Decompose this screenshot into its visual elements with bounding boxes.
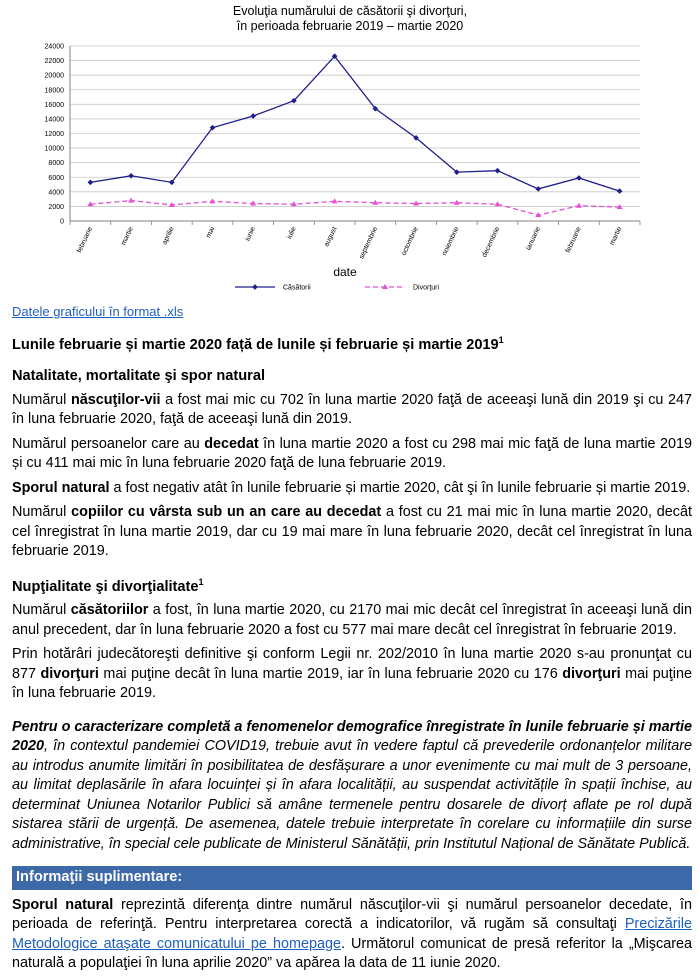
paragraph-casatorii xyxy=(12,601,692,640)
line-chart xyxy=(0,0,700,300)
x-tick-label: septembrie xyxy=(358,225,380,261)
x-axis-label: date xyxy=(333,265,357,279)
bold-term: decedat xyxy=(204,435,259,452)
paragraph-copii xyxy=(12,503,692,562)
y-tick-label: 6000 xyxy=(48,174,64,182)
series-line-0 xyxy=(90,56,619,191)
y-tick-label: 8000 xyxy=(48,160,64,168)
data-point xyxy=(88,180,94,186)
data-point xyxy=(495,201,501,206)
bold-term: copiilor cu vârsta sub un an care au decedat xyxy=(71,504,382,520)
legend-label-divorturi: Divorţuri xyxy=(413,284,440,292)
data-point xyxy=(535,186,541,192)
heading-text: Nupţialitate şi divorţialitate xyxy=(12,578,199,595)
data-point xyxy=(128,173,134,179)
paragraph-divorturi xyxy=(12,645,692,704)
bold-term: divorţuri xyxy=(40,665,99,682)
text: a fost negativ atât în lunile februarie și martie 2020, cât şi în lunile februarie și martie 2019. xyxy=(109,479,691,496)
covid-note xyxy=(12,718,692,855)
text: Numărul xyxy=(12,391,71,408)
y-tick-label: 22000 xyxy=(44,58,64,66)
text: Prin hotărâri judecătoreşti definitive şi conform Legii nr. 202/2010 în luna martie 2020 s-au pronunţat cu 877 xyxy=(12,646,692,682)
section-footnote-mark: 1 xyxy=(498,334,504,345)
natalitate-heading: Natalitate, mortalitate şi spor natural xyxy=(12,368,266,384)
x-tick-label: aprilie xyxy=(161,225,176,246)
y-tick-label: 2000 xyxy=(48,203,64,211)
x-tick-label: august xyxy=(323,225,339,248)
x-tick-label: februarie xyxy=(76,225,95,254)
info-header: Informaţii suplimentare: xyxy=(12,866,692,890)
x-tick-label: iunie xyxy=(244,225,258,243)
x-tick-label: octombrie xyxy=(400,225,420,257)
xls-download-link[interactable]: Datele graficului în format .xls xyxy=(12,304,184,319)
series-line-1 xyxy=(90,201,619,216)
text: mai puţine în luna februarie 2019. xyxy=(12,665,692,701)
x-tick-label: decembrie xyxy=(481,225,502,259)
text: Numărul persoanelor care au xyxy=(12,435,205,452)
text: a fost, în luna martie 2020, cu 2170 mai mic decât cel înregistrat în aceeaşi lună din anul precedent, dar în luna februarie 2020 a fost cu 577 mai mare decât cel înregistrat în februarie 2019. xyxy=(12,602,692,638)
y-tick-label: 18000 xyxy=(44,87,64,95)
note-bold: Pentru o caracterizare completă a fenomenelor demografice înregistrate în lunile februarie și martie 2020 xyxy=(12,718,692,754)
chart-subtitle: în perioada februarie 2019 – martie 2020 xyxy=(236,19,464,33)
bold-term: născuţilor-vii xyxy=(70,391,161,408)
bold-term: Sporul natural xyxy=(12,479,110,496)
text: Numărul xyxy=(12,602,71,618)
chart-container xyxy=(0,0,700,300)
data-point xyxy=(250,113,256,119)
text: reprezintă diferenţa dintre numărul născuţilor-vii şi numărul persoanelor decedate, în perioada de referinţă. Pentru interpretarea corectă a indicatorilor, vă rugăm să consultaţi xyxy=(12,896,692,932)
footnote-mark: 1 xyxy=(198,576,204,587)
note-text: , în contextul pandemiei COVID19, trebuie avut în vedere faptul că prevederile ordonanțelor militare au introdus anumite limitări în posibilitatea de desfășurare a unor evenimente cu mai mult de 3 persoane, au limitat deplasările în afara locuinței și în afara localității, au suspendat activitățile în spații închise, au determinat Uniunea Notarilor Publici să amâne termenele pentru dosarele de divorț aflate pe rol după sistarea stării de urgență. De asemenea, datele trebuie interpretate în corelare cu informațiile din surse administrative, în special cele publicate de Ministerul Sănătății, prin Institutul Național de Sănătate Publică. xyxy=(12,738,692,852)
section-title xyxy=(12,336,692,356)
content xyxy=(12,300,692,979)
y-tick-label: 20000 xyxy=(44,72,64,80)
bold-term: căsătoriilor xyxy=(70,602,149,618)
paragraph-nascuti xyxy=(12,391,692,430)
y-tick-label: 24000 xyxy=(44,43,64,51)
text: . Următorul comunicat de presă referitor la „Mişcarea naturală a populaţiei în luna aprilie 2020” va apărea la data de 11 iunie 2020. xyxy=(12,935,692,971)
data-point xyxy=(495,168,501,174)
y-tick-label: 10000 xyxy=(44,145,64,153)
y-tick-label: 0 xyxy=(60,218,64,226)
bold-term: divorţuri xyxy=(562,665,621,682)
data-point xyxy=(576,203,582,208)
x-tick-label: iulie xyxy=(286,225,298,241)
x-tick-label: februarie xyxy=(564,225,583,254)
bold-term: Sporul natural xyxy=(12,896,114,913)
text: mai puţine decât în luna martie 2019, iar în luna februarie 2020 cu 176 xyxy=(98,665,563,682)
legend-label-casatorii: Căsătorii xyxy=(283,284,311,292)
x-tick-label: martie xyxy=(608,225,624,247)
data-point xyxy=(617,188,623,194)
text: Numărul xyxy=(12,504,72,520)
data-point xyxy=(128,198,134,203)
text: a fost mai mic cu 702 în luna martie 2020 faţă de aceeaşi lună din 2019 şi cu 247 în luna februarie 2020, faţă de aceeaşi lună din 2019. xyxy=(12,391,692,427)
chart-title: Evoluţia numărului de căsătorii şi divorţuri, xyxy=(232,4,468,18)
x-tick-label: noiembrie xyxy=(441,225,461,257)
x-tick-label: martie xyxy=(120,225,135,247)
y-tick-label: 12000 xyxy=(44,131,64,138)
nuptialitate-heading xyxy=(12,578,692,598)
paragraph-spor xyxy=(12,479,692,499)
info-paragraph xyxy=(12,896,692,974)
y-tick-label: 16000 xyxy=(44,101,64,109)
x-tick-label: ianuarie xyxy=(525,225,543,252)
y-tick-label: 14000 xyxy=(44,116,64,124)
paragraph-decedati xyxy=(12,435,692,474)
x-tick-label: mai xyxy=(205,225,217,240)
text: în luna martie 2020 a fost cu 298 mai mic faţă de luna martie 2019 și cu 411 mai mic în luna februarie 2020 faţă de luna februarie 2019. xyxy=(12,435,692,471)
section-title-text: Lunile februarie și martie 2020 față de lunile și februarie și martie 2019 xyxy=(12,336,499,353)
methodology-link[interactable]: Precizările Metodologice ataşate comunicatului pe homepage xyxy=(12,916,692,952)
text: a fost cu 21 mai mic în luna martie 2020, decât cel înregistrat în luna martie 2019, dar cu 19 mai mare în luna februarie 2020, decât cel înregistrat în luna februarie 2019. xyxy=(12,504,693,559)
data-point xyxy=(576,175,582,181)
legend-marker-casatorii xyxy=(252,284,258,290)
y-tick-label: 4000 xyxy=(48,189,64,197)
